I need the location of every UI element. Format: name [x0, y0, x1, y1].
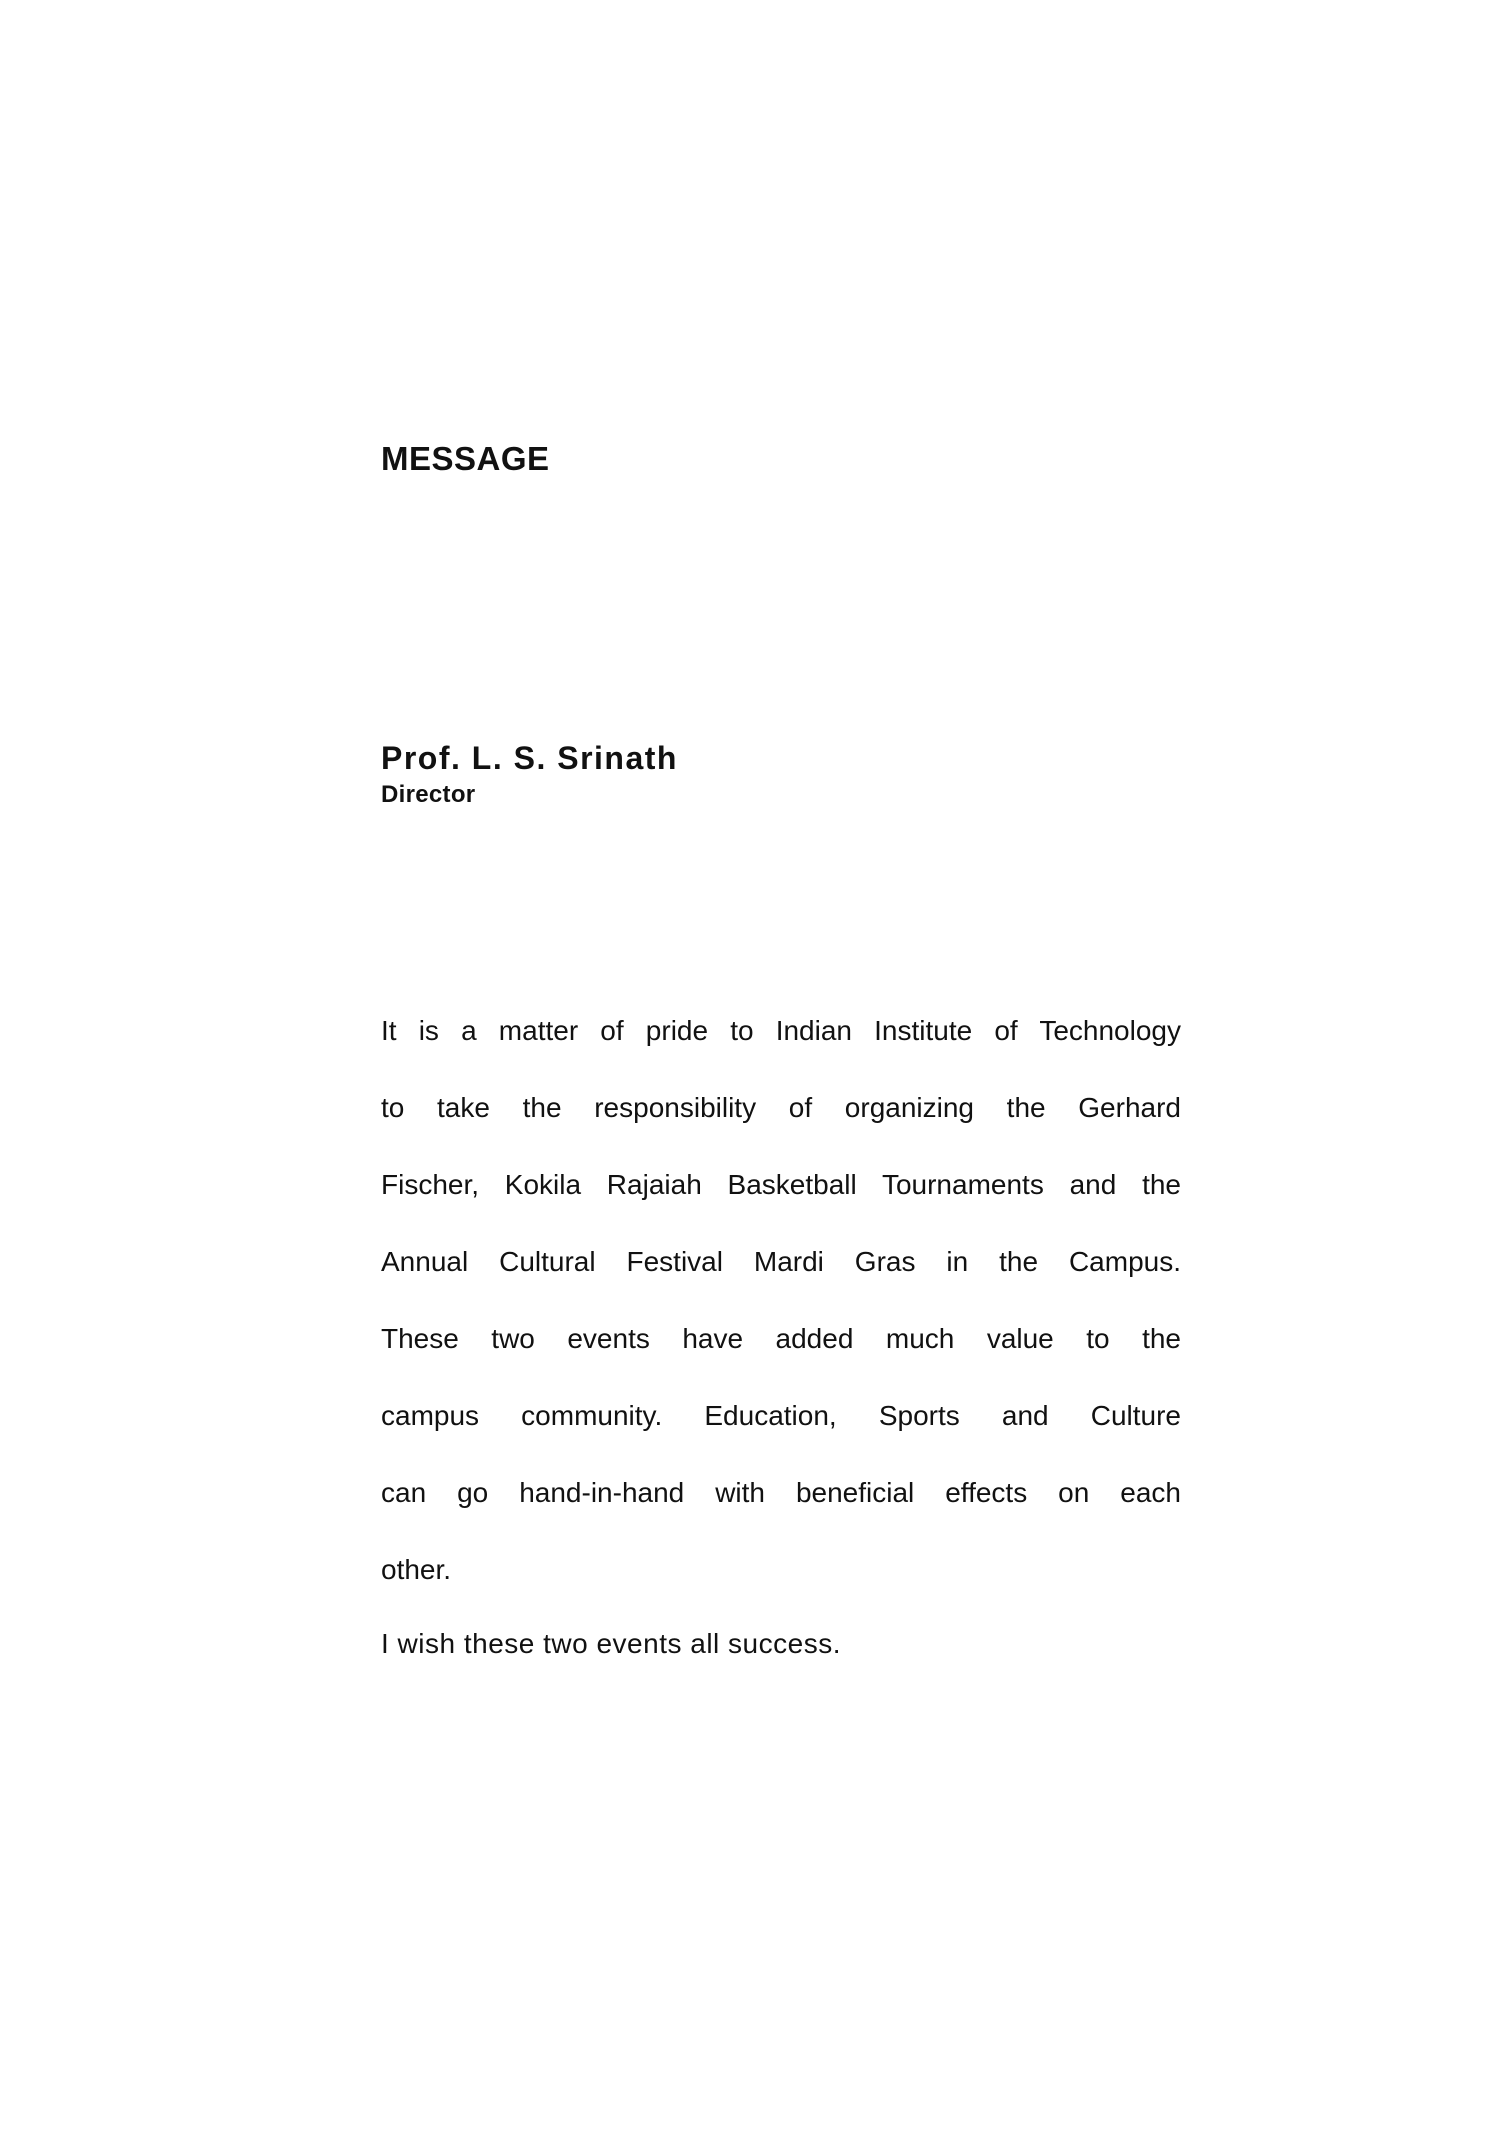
author-block — [381, 738, 678, 812]
body-line: It is a matter of pride to Indian Institute of Technology — [381, 1015, 1181, 1046]
body-line: These two events have added much value to the — [381, 1323, 1181, 1354]
body-line: Annual Cultural Festival Mardi Gras in the Campus. — [381, 1246, 1181, 1277]
author-name: Prof. L. S. Srinath — [381, 740, 678, 776]
page-title: MESSAGE — [381, 440, 550, 477]
body-line: can go hand-in-hand with beneficial effects on each — [381, 1477, 1181, 1508]
message-body — [381, 992, 1181, 1608]
body-line: Fischer, Kokila Rajaiah Basketball Tournaments and the — [381, 1169, 1181, 1200]
author-title: Director — [381, 781, 476, 808]
closing-line: I wish these two events all success. — [381, 1628, 841, 1659]
body-line: campus community. Education, Sports and Culture — [381, 1400, 1181, 1431]
body-line: to take the responsibility of organizing the Gerhard — [381, 1092, 1181, 1123]
body-line: other. — [381, 1554, 452, 1585]
